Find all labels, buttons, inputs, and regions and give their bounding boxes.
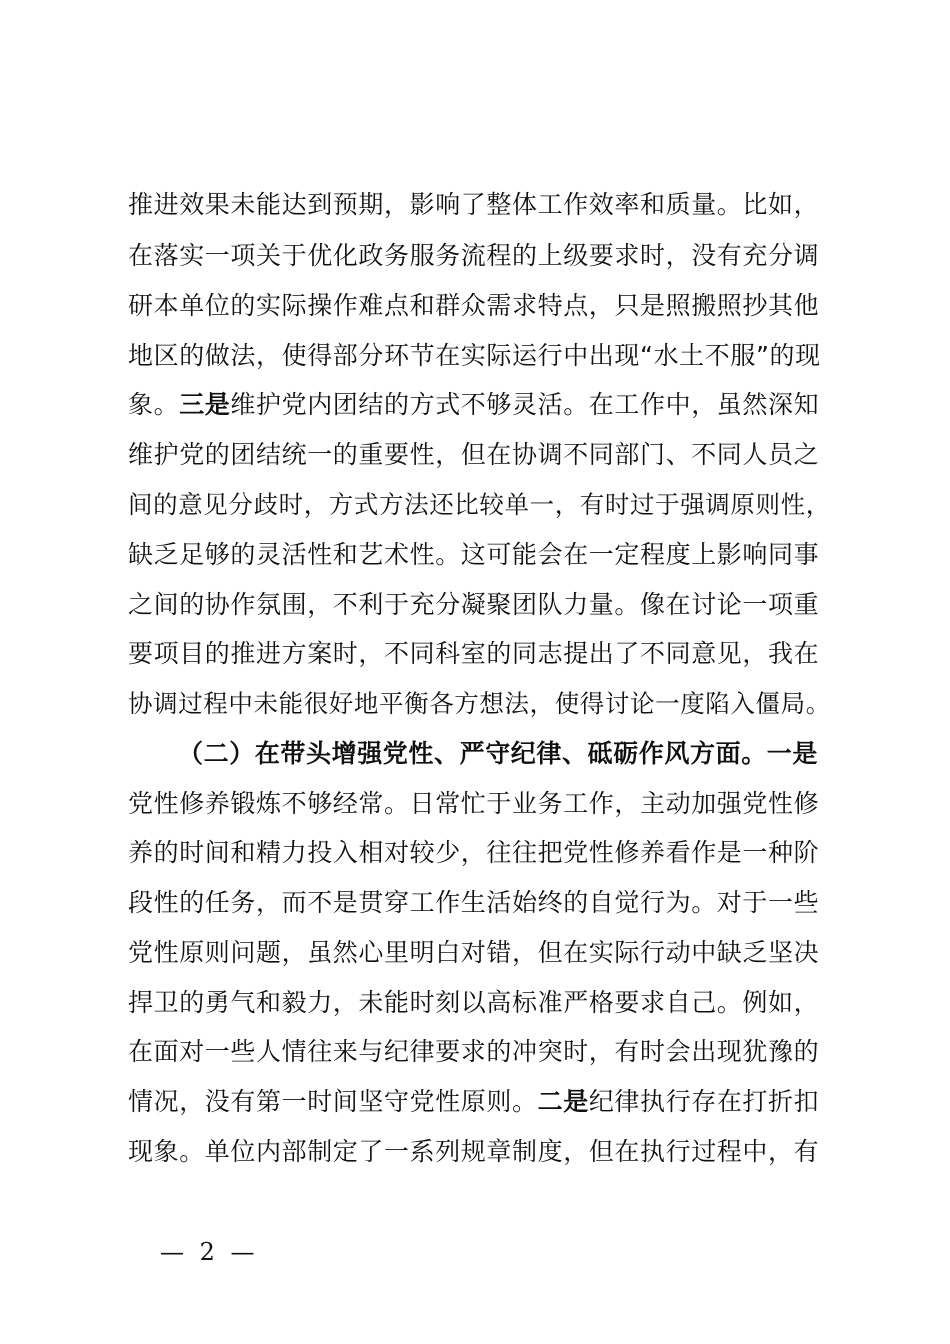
text-line: 段性的任务，而不是贯穿工作生活始终的自觉行为。对于一些 [128,888,820,917]
text-line [128,385,833,425]
text-line: 在落实一项关于优化政务服务流程的上级要求时，没有充分调 [128,241,820,270]
text-line: 间的意见分歧时，方式方法还比较单一，有时过于强调原则性， [128,490,831,519]
text-line: 缺乏足够的灵活性和艺术性。这可能会在一定程度上影响同事 [128,540,820,569]
text-run: 纪律执行存在打折扣 [588,1087,820,1116]
text-line: 要项目的推进方案时，不同科室的同志提出了不同意见，我在 [128,639,820,668]
bold-text-run: 三是 [179,390,231,419]
text-line [128,1082,833,1122]
text-line: 养的时间和精力投入相对较少，往往把党性修养看作是一种阶 [128,838,820,867]
text-line: 党性原则问题，虽然心里明白对错，但在实际行动中缺乏坚决 [128,938,820,967]
text-line: 之间的协作氛围，不利于充分凝聚团队力量。像在讨论一项重 [128,590,820,619]
text-line: 在面对一些人情往来与纪律要求的冲突时，有时会出现犹豫的 [128,1037,820,1066]
text-line: 捍卫的勇气和毅力，未能时刻以高标准严格要求自己。例如， [128,988,820,1017]
text-line: 协调过程中未能很好地平衡各方想法，使得讨论一度陷入僵局。 [128,689,831,718]
text-run: 维护党内团结的方式不够灵活。在工作中，虽然深知 [230,390,820,419]
text-line: 维护党的团结统一的重要性，但在协调不同部门、不同人员之 [128,440,820,469]
text-run: 象。 [128,390,180,419]
text-line: 推进效果未能达到预期，影响了整体工作效率和质量。比如， [128,190,820,219]
bold-text-run: 二是 [537,1087,589,1116]
text-line: 研本单位的实际操作难点和群众需求特点，只是照搬照抄其他 [128,291,820,320]
text-run: 情况，没有第一时间坚守党性原则。 [128,1087,538,1116]
section-heading-line: （二）在带头增强党性、严守纪律、砥砺作风方面。一是 [178,739,819,768]
text-line: 地区的做法，使得部分环节在实际运行中出现“水土不服”的现 [128,341,821,370]
page-number: — 2 — [160,1238,259,1266]
text-line: 党性修养锻炼不够经常。日常忙于业务工作，主动加强党性修 [128,789,820,818]
text-line: 现象。单位内部制定了一系列规章制度，但在执行过程中，有 [128,1137,820,1166]
